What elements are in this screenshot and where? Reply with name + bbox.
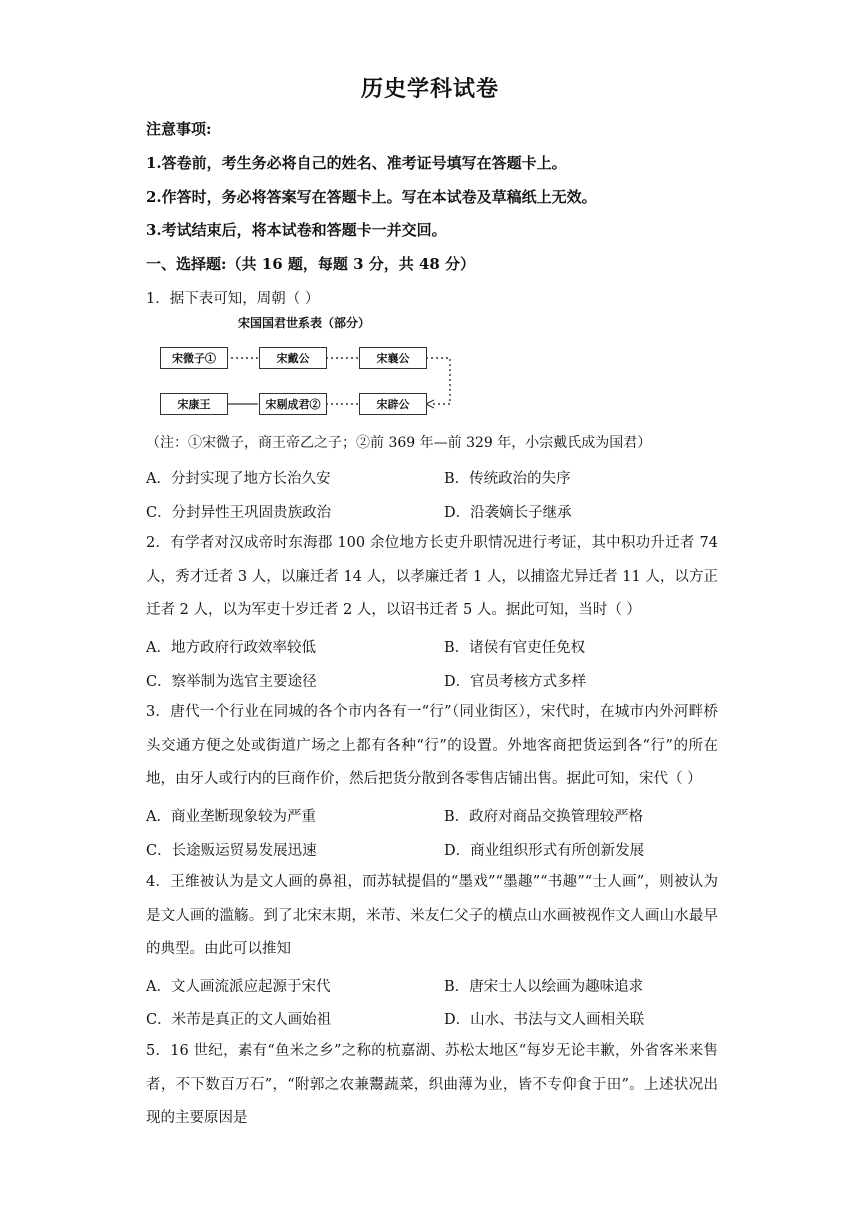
lineage-box: 宋戴公 (259, 347, 327, 369)
question-2-stem: 2．有学者对汉成帝时东海郡 100 余位地方长吏升职情况进行考证，其中积功升迁者 74 人，秀才迁者 3 人，以廉迁者 14 人，以孝廉迁者 1 人，以捕盗尤异迁者 11 人，以方正迁者 2 人，以为军吏十岁迁者 2 人，以诏书迁者 5 人。据此可知，当时（ ） (146, 535, 718, 618)
option-d[interactable]: D．山水、书法与文人画相关联 (444, 1012, 645, 1028)
lineage-box: 宋康王 (160, 393, 228, 415)
lineage-box: 宋辟公 (359, 393, 427, 415)
section-title: 一、选择题:（共 16 题，每题 3 分，共 48 分） (146, 255, 476, 273)
option-a[interactable]: A．分封实现了地方长治久安 (146, 471, 331, 487)
option-b[interactable]: B．唐宋士人以绘画为趣味追求 (444, 979, 644, 995)
option-b[interactable]: B．政府对商品交换管理较严格 (444, 809, 644, 825)
question-5-stem: 5．16 世纪，素有“鱼米之乡”之称的杭嘉湖、苏松太地区“每岁无论丰歉，外省客米来售者，不下数百万石”，“附郭之农兼鬻蔬菜，织曲薄为业，皆不专仰食于田”。上述状况出现的主要原因是 (146, 1043, 718, 1126)
option-c[interactable]: C．米芾是真正的文人画始祖 (146, 1012, 332, 1028)
question-3-stem: 3．唐代一个行业在同城的各个市内各有一“行”（同业街区），宋代时，在城市内外河畔桥头交通方便之处或街道广场之上都有各种“行”的设置。外地客商把货运到各“行”的所在地，由牙人或行内的巨商作价，然后把货分散到各零售店铺出售。据此可知，宋代（ ） (146, 704, 718, 787)
option-a[interactable]: A．地方政府行政效率较低 (146, 640, 316, 656)
notice-heading: 注意事项: (146, 120, 212, 138)
lineage-box: 宋微子① (160, 347, 228, 369)
option-b[interactable]: B．传统政治的失序 (444, 471, 571, 487)
notice-item: 3.考试结束后，将本试卷和答题卡一并交回。 (146, 221, 447, 239)
option-a[interactable]: A．文人画流派应起源于宋代 (146, 979, 331, 995)
question-1-stem: 1．据下表可知，周朝（ ） (146, 291, 320, 307)
option-a[interactable]: A．商业垄断现象较为严重 (146, 809, 316, 825)
notice-item: 1.答卷前，考生务必将自己的姓名、准考证号填写在答题卡上。 (146, 154, 567, 172)
option-b[interactable]: B．诸侯有官吏任免权 (444, 640, 586, 656)
option-c[interactable]: C．长途贩运贸易发展迅速 (146, 843, 317, 859)
notice-item: 2.作答时，务必将答案写在答题卡上。写在本试卷及草稿纸上无效。 (146, 188, 597, 206)
option-c[interactable]: C．分封异性王巩固贵族政治 (146, 505, 332, 521)
diagram-title: 宋国国君世系表（部分） (238, 316, 371, 330)
arrow-head-icon (426, 400, 434, 408)
question-1-note: （注：①宋微子，商王帝乙之子；②前 369 年—前 329 年，小宗戴氏成为国君） (146, 435, 652, 451)
question-4-stem: 4．王维被认为是文人画的鼻祖，而苏轼提倡的“墨戏”“墨趣”“书趣”“士人画”，则被认为是文人画的滥觞。到了北宋末期，米芾、米友仁父子的横点山水画被视作文人画山水最早的典型。由此可以推知 (146, 874, 718, 957)
connector (426, 358, 450, 404)
option-d[interactable]: D．官员考核方式多样 (444, 674, 587, 690)
option-d[interactable]: D．商业组织形式有所创新发展 (444, 843, 645, 859)
page-title: 历史学科试卷 (360, 76, 499, 102)
option-d[interactable]: D．沿袭嫡长子继承 (444, 505, 572, 521)
lineage-box: 宋剔成君② (259, 393, 327, 415)
option-c[interactable]: C．察举制为选官主要途径 (146, 674, 317, 690)
lineage-diagram (158, 312, 458, 424)
lineage-box: 宋襄公 (359, 347, 427, 369)
